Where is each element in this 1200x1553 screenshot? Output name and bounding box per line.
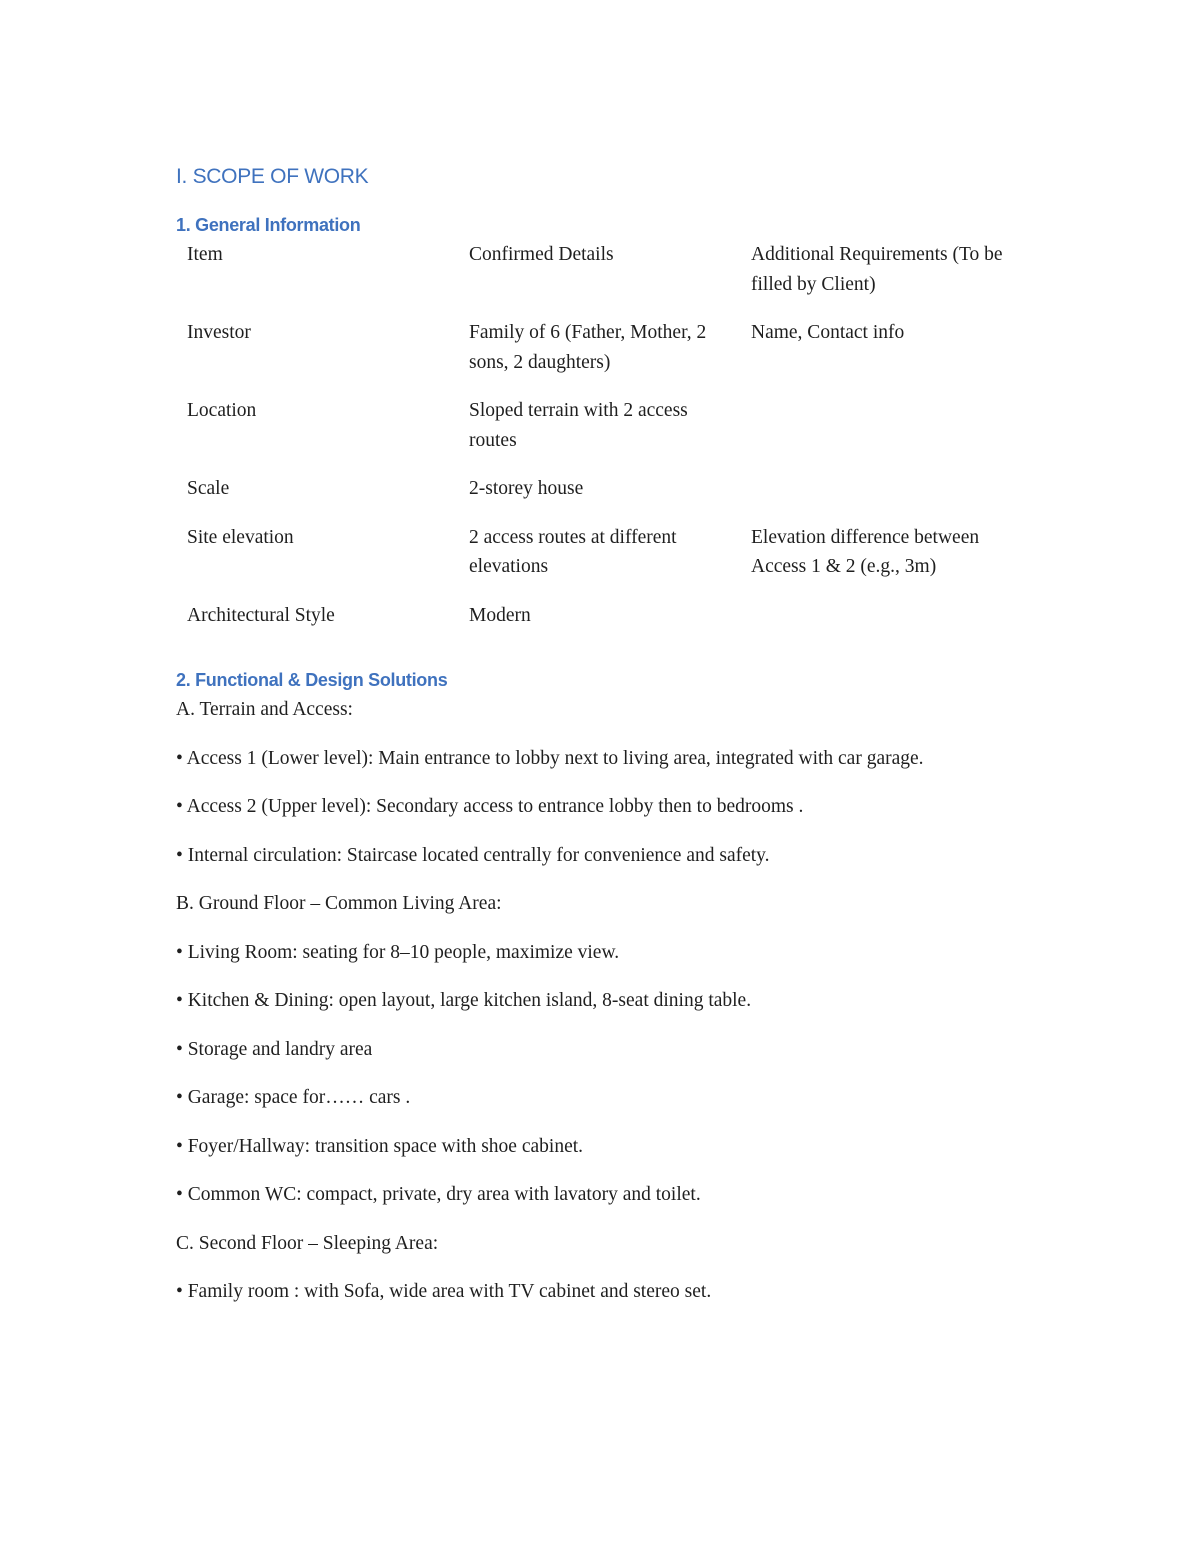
table-cell xyxy=(740,396,1021,474)
table-cell: 2 access routes at different elevations xyxy=(469,526,677,577)
paragraph: • Living Room: seating for 8–10 people, maximize view. xyxy=(176,941,620,963)
table-cell: Name, Contact info xyxy=(751,322,905,343)
table-cell: Modern xyxy=(469,604,531,626)
table-header-cell: Confirmed Details xyxy=(469,244,614,265)
table-row xyxy=(176,396,1021,474)
table-cell: 2-storey house xyxy=(469,478,584,499)
table-cell: Location xyxy=(187,400,257,421)
table-row xyxy=(176,318,1021,396)
paragraph: • Kitchen & Dining: open layout, large kitchen island, 8-seat dining table. xyxy=(176,990,752,1011)
paragraph: • Foyer/Hallway: transition space with shoe cabinet. xyxy=(176,1135,584,1157)
table-cell: Architectural Style xyxy=(187,604,335,626)
table-row xyxy=(176,474,1021,523)
paragraph: • Storage and landry area xyxy=(176,1038,373,1060)
table-header-row xyxy=(176,240,1021,318)
table-cell: Investor xyxy=(187,322,251,343)
paragraph: A. Terrain and Access: xyxy=(176,699,353,720)
table-cell: Family of 6 (Father, Mother, 2 sons, 2 daughters) xyxy=(469,322,707,373)
table-cell: Elevation difference between Access 1 & 2 (e.g., 3m) xyxy=(751,526,980,577)
paragraph: • Internal circulation: Staircase located centrally for convenience and safety. xyxy=(176,844,770,866)
document-content xyxy=(176,160,1026,1326)
paragraph: • Common WC: compact, private, dry area with lavatory and toilet. xyxy=(176,1184,701,1205)
page-heading: I. SCOPE OF WORK xyxy=(176,165,369,188)
table-cell: Sloped terrain with 2 access routes xyxy=(469,400,688,451)
paragraph: C. Second Floor – Sleeping Area: xyxy=(176,1232,439,1254)
paragraph: B. Ground Floor – Common Living Area: xyxy=(176,893,502,914)
table-cell xyxy=(740,601,1021,650)
table-header-cell: Item xyxy=(187,244,223,265)
table-row xyxy=(176,523,1021,601)
section-2-body xyxy=(176,695,1026,1307)
table-cell: Site elevation xyxy=(187,526,294,548)
table-header-cell: Additional Requirements (To be filled by Client) xyxy=(751,244,1003,295)
section-1-title: 1. General Information xyxy=(176,215,361,235)
paragraph: • Access 2 (Upper level): Secondary access to entrance lobby then to bedrooms . xyxy=(176,796,804,817)
general-information-table xyxy=(176,240,1021,649)
paragraph: • Family room : with Sofa, wide area with TV cabinet and stereo set. xyxy=(176,1281,712,1302)
table-cell: Scale xyxy=(187,478,230,499)
paragraph: • Access 1 (Lower level): Main entrance to lobby next to living area, integrated with car garage. xyxy=(176,747,924,769)
table-row xyxy=(176,601,1021,650)
paragraph: • Garage: space for…… cars . xyxy=(176,1087,411,1108)
section-2-title: 2. Functional & Design Solutions xyxy=(176,670,448,690)
table-cell xyxy=(740,474,1021,523)
